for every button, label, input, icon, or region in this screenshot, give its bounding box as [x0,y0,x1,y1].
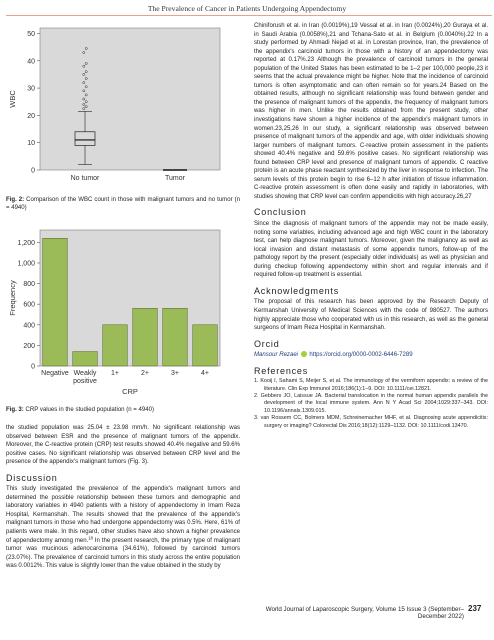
y-tick-label: 600 [23,301,35,309]
bar [43,238,68,366]
discussion-continued-paragraph: Chiniforush et al. in Iran (0.0019%),19 Vessal et al. in Iran (0.0024%),20 Guraya et al. in Saudi Arabia (0.0058%),21 and Tchana-Sato et al. in Belgium (0.0040%).22 In a study performed by Ahmadi Nejad et al. in Lorestan province, Iran, the prevalence of the appendix's carcinoid tumors in those with a history of an appendectomy was reported at 0.17%.23 Although the prevalence of carcinoid tumors in the general population of the United States has been estimated to be 1–2 per 100,000 people,23 it seems that the actual prevalence might be higher. Note that the incidence of carcinoid tumors is often asymptomatic and can often remain so for years.24 Based on the obtained results, although no significant relationship was found between gender and the presence of malignant tumors of the appendix, the frequency of malignant tumors was higher in men. Unlike the results obtained from the present study, other investigations have shown a higher incidence of the appendix's malignant tumors in women.23,25,26 In our study, a significant relationship was observed between presence of malignant tumors of the appendix and age, with older individuals showing larger numbers of malignant tumors. C-reactive protein assessment in the patients showed 40.4% negative and 59.6% positive cases. No significant relationship was found between CRP level and presence of malignant tumors of appendix. C reactive protein is an acute phase reactant synthesized by the liver in response to infection. The serum levels of this protein begin to rise 6–12 h after initiation of tissue inflammation. C-reactive protein assessment is often done easily and rapidly in laboratories, with studies showing that CRP level can confirm appendicitis with high accuracy.26,27 [254,23,488,200]
figure-2-caption-text: Comparison of the WBC count in those with malignant tumors and no tumor (n = 4940) [6,197,240,212]
orcid-author-name: Mansour Rezaei [254,352,299,359]
y-tick-label: 200 [23,342,35,350]
y-tick-label: 1,000 [17,260,35,268]
reference-item: 1. Kooij I, Sahami S, Meijer S, et al. The immunology of the vermiform appendix: a review of the literature. Clin Exp Immunol 2016;186(1):1–9. DOI: 10.1111/cei.12821. [254,378,488,392]
x-tick-label: 2+ [141,370,149,377]
y-tick-label: 0 [31,167,35,175]
x-tick-label: 3+ [171,370,179,377]
orcid-link[interactable]: https://orcid.org/0000-0002-6446-7289 [309,352,413,359]
bar [103,325,128,366]
y-tick-label: 400 [23,322,35,330]
journal-footer: World Journal of Laparoscopic Surgery, Volume 15 Issue 3 (September–December 2022) [265,606,464,620]
orcid-line [254,351,488,360]
header-rule [6,15,492,16]
conclusion-heading: Conclusion [254,207,307,218]
y-tick-label: 10 [27,140,35,148]
figure-3-caption [6,406,240,414]
orcid-icon [301,351,307,357]
y-tick-label: 20 [27,112,35,120]
bar [73,352,98,366]
page-number: 237 [468,604,482,613]
x-tick-label: Negative [41,370,69,377]
bar [193,325,218,366]
figure-2-label: Fig. 2: [6,197,25,203]
figure-2-caption [6,196,240,212]
y-tick-label: 0 [31,363,35,371]
y-tick-label: 800 [23,281,35,289]
reference-item: 2. Gebbers JO, Laissue JA. Bacterial translocation in the normal human appendix parallels the development of the local immune system. Ann N Y Acad Sci 2004;1029:337–343. DOI: 10.1196/annals.1309.015. [254,393,488,414]
references-heading: References [254,365,309,376]
citation-superscript: 18 [88,535,93,541]
y-axis-label: Frequency [8,280,17,316]
discussion-text-b: In the present research, the primary type of malignant tumor was mucinous adenocarcinoma (34.61%), followed by carcinoid tumors (23.07%). The prevalence of carcinoid tumors in this study across the entire population was 0.0012%. This value is slightly lower than the value obtained in the study by [6,537,240,570]
orcid-heading: Orcid [254,338,280,349]
box [75,132,95,146]
bar [133,308,158,366]
acknowledgments-paragraph: The proposal of this research has been approved by the Research Deputy of Kermanshah University of Medical Sciences with the code of 980527. The authors highly appreciate those who cooperated with us in this research, as well as the general surgeons of Imam Reza Hospital in Kermanshah. [254,299,488,332]
x-axis-label: CRP [122,387,138,396]
figure-3-barchart [6,224,240,404]
acknowledgments-heading: Acknowledgments [254,285,340,296]
x-tick-label: 1+ [111,370,119,377]
running-header: The Prevalence of Cancer in Patients Undergoing Appendectomy [147,4,347,13]
discussion-text-a: This study investigated the prevalence of the appendix's malignant tumors and determined the possible relationship between these tumors and demographic and laboratory variables in 4940 patients with a history of appendectomy in Imam Reza Hospital, Kermanshah. The results showed that the prevalence of the appendix's malignant tumors in those who had undergone appendectomy was 0.5%. Here, 61% of patients were male. In this regard, other studies have also shown a higher prevalence of appendectomy among men. [6,486,240,544]
plot-area [40,28,220,170]
x-tick-label: Tumor [165,175,185,182]
y-tick-label: 30 [27,85,35,93]
bar [163,308,188,366]
y-tick-label: 1,200 [17,239,35,247]
conclusion-paragraph: Since the diagnosis of malignant tumors of the appendix may not be made easily, noting some variables, including advanced age and high WBC count in the laboratory test, can help diagnose malignant tumors. Moreover, given the malignancy as well as local invasion and distant metastasis of some appendix tumors, follow-up of the pathology report by the present (especially older individuals) as well as physician and during checkup following appendectomy within short and regular intervals and if required follow-up treatment is essential. [254,221,488,279]
y-tick-label: 50 [27,30,35,38]
figure-2-boxplot [6,22,240,192]
figure-3-caption-text: CRP values in the studied population (n = 4940) [23,407,154,413]
x-tick-label: 4+ [201,370,209,377]
x-tick-label: No tumor [70,175,100,182]
reference-item: 3. van Rossem CC, Bolmers MDM, Schreinemacher MHF, et al. Diagnosing acute appendicitis: surgery or imaging? Colorectal Dis 2016;18(12):1129–1132. DOI: 10.1111/codi.13470. [254,415,488,429]
discussion-paragraph [6,485,240,570]
discussion-heading: Discussion [6,472,58,483]
y-tick-label: 40 [27,58,35,66]
x-tick-label: Weakly [73,370,97,377]
results-paragraph: the studied population was 25.04 ± 23.98 mm/h. No significant relationship was observed between ESR and the presence of malignant tumors of the appendix. Moreover, the C-reactive protein (CRP) test results showed 40.4% negative and 59.6% positive cases. No significant relationship was observed between CRP level and the presence of the appendix's malignant tumors (Fig. 3). [6,425,240,466]
y-axis-label: WBC [8,90,17,108]
x-tick-label: positive [73,378,97,385]
figure-3-label: Fig. 3: [6,407,24,413]
